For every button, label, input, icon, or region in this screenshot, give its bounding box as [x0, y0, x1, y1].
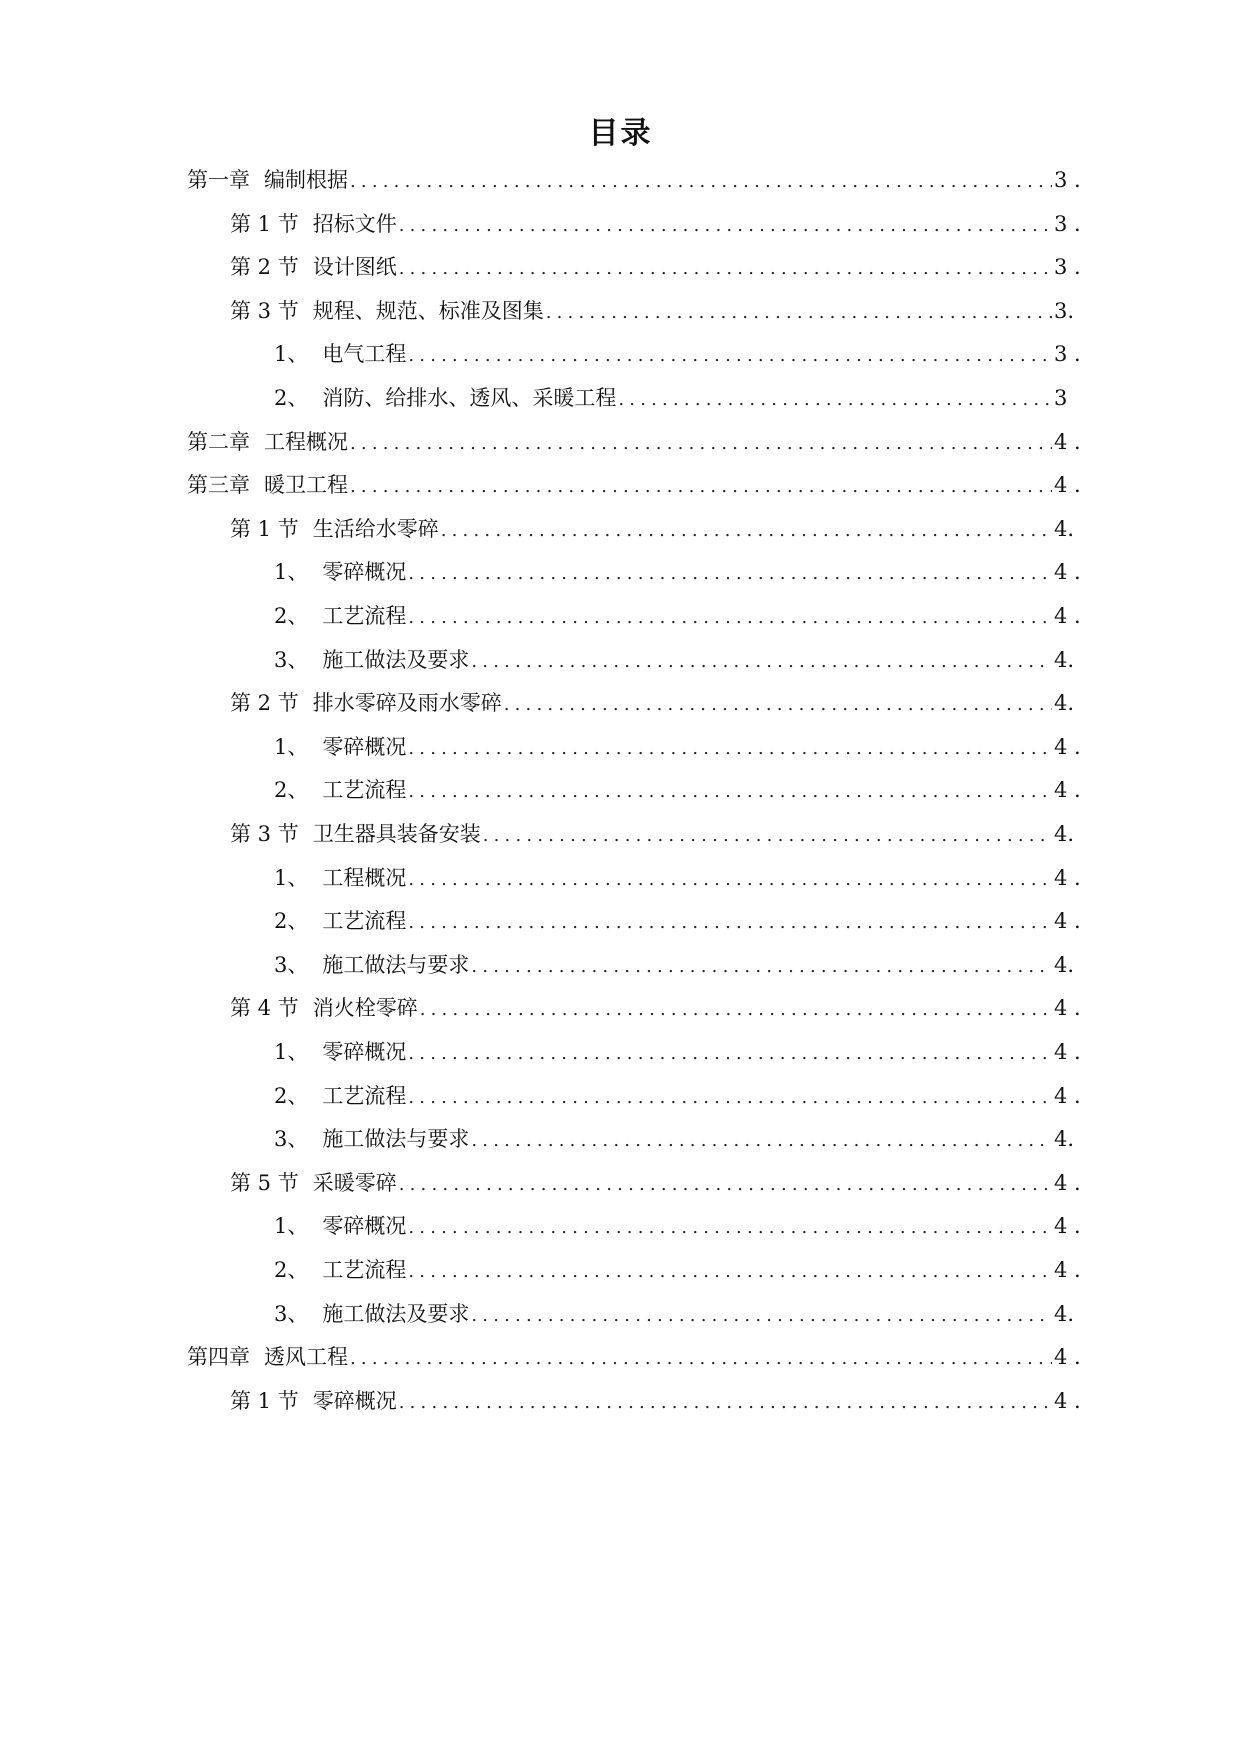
toc-leader-dots — [471, 1130, 1052, 1151]
toc-leader-dots — [483, 825, 1052, 846]
toc-entry-text: 工艺流程 — [322, 604, 407, 628]
toc-entry-page: 4 . — [1054, 473, 1081, 498]
toc-leader-dots — [471, 1305, 1052, 1326]
toc-entry-number: 1、 — [274, 1214, 309, 1239]
toc-entry-text: 零碎概况 — [322, 734, 407, 759]
toc-leader-dots — [408, 781, 1052, 802]
toc-entry-text: 透风工程 — [264, 1345, 348, 1370]
toc-entry-number: 第二章 — [187, 429, 250, 454]
toc-leader-dots — [546, 302, 1052, 323]
toc-entry-page: 4 . — [1054, 909, 1081, 934]
toc-entry-page: 4 . — [1054, 560, 1081, 585]
toc-entry[interactable] — [274, 731, 1081, 761]
toc-leader-dots — [471, 651, 1052, 672]
toc-leader-dots — [408, 738, 1052, 759]
toc-entry-text: 施工做法与要求 — [322, 1127, 470, 1152]
toc-entry[interactable] — [274, 1080, 1081, 1110]
toc-entry-page: 4. — [1054, 822, 1075, 846]
toc-entry-page: 3 . — [1054, 168, 1081, 192]
toc-entry-label — [230, 208, 397, 238]
toc-entry-page: 3 — [1054, 386, 1068, 410]
toc-leader-dots — [399, 258, 1052, 279]
toc-entry-page: 4 . — [1054, 604, 1081, 628]
toc-entry[interactable] — [274, 338, 1081, 368]
toc-entry-number: 1、 — [274, 560, 309, 585]
toc-entry-text: 施工做法及要求 — [322, 647, 470, 672]
toc-entry-label — [274, 1254, 406, 1284]
toc-entry-label — [274, 862, 406, 892]
toc-entry-label — [230, 513, 439, 543]
toc-entry[interactable] — [187, 164, 1081, 194]
toc-entry-label — [230, 992, 418, 1022]
toc-entry-label — [274, 949, 469, 979]
toc-entry-page: 3 . — [1054, 342, 1081, 367]
toc-entry-text: 施工做法与要求 — [322, 952, 470, 977]
toc-entry[interactable] — [274, 774, 1081, 804]
toc-entry[interactable] — [274, 600, 1081, 630]
toc-entry-label — [274, 1123, 469, 1153]
toc-entry-text: 暖卫工程 — [264, 473, 348, 498]
toc-leader-dots — [618, 389, 1052, 410]
toc-leader-dots — [350, 476, 1052, 497]
toc-entry[interactable] — [274, 556, 1081, 586]
toc-entry-text: 施工做法及要求 — [322, 1301, 470, 1326]
toc-leader-dots — [408, 1261, 1052, 1282]
toc-entry-text: 消火栓零碎 — [312, 996, 418, 1021]
toc-entry[interactable] — [230, 251, 1081, 281]
toc-entry[interactable] — [187, 1341, 1081, 1371]
toc-entry-number: 第一章 — [187, 168, 250, 192]
toc-leader-dots — [408, 912, 1052, 933]
toc-entry[interactable] — [187, 426, 1081, 456]
toc-entry[interactable] — [274, 1298, 1078, 1328]
toc-entry-number: 3、 — [274, 952, 309, 977]
toc-leader-dots — [408, 1043, 1052, 1064]
toc-leader-dots — [399, 215, 1052, 236]
toc-entry-page: 3 . — [1054, 211, 1081, 236]
toc-entry-label — [274, 774, 406, 804]
toc-entry-number: 3、 — [274, 1127, 309, 1152]
toc-entry[interactable] — [274, 1123, 1078, 1153]
toc-entry-text: 编制根据 — [264, 168, 348, 192]
toc-entry[interactable] — [274, 644, 1078, 674]
toc-entry-number: 2、 — [274, 909, 309, 934]
toc-entry-label — [187, 1341, 348, 1371]
toc-entry-label — [274, 1298, 469, 1328]
toc-entry-text: 工艺流程 — [322, 1258, 407, 1282]
toc-entry-page: 3. — [1054, 298, 1075, 323]
toc-entry-label — [274, 382, 616, 412]
toc-entry[interactable] — [274, 1254, 1081, 1284]
toc-leader-dots — [350, 1348, 1052, 1369]
toc-entry-label — [187, 164, 348, 194]
toc-entry-text: 规程、规范、标准及图集 — [312, 298, 544, 323]
toc-entry-text: 招标文件 — [312, 211, 397, 236]
toc-entry-label — [187, 469, 348, 499]
toc-entry-text: 工程概况 — [322, 865, 407, 890]
toc-entry-number: 2、 — [274, 604, 309, 628]
toc-entry-text: 工程概况 — [264, 429, 348, 454]
toc-entry-text: 零碎概况 — [322, 1214, 407, 1239]
toc-entry-label — [187, 426, 348, 456]
toc-entry-page: 4. — [1054, 516, 1075, 541]
toc-entry-page: 3 . — [1054, 255, 1081, 280]
toc-entry-page: 4. — [1054, 1301, 1075, 1326]
toc-entry[interactable] — [274, 949, 1078, 979]
toc-entry-number: 第 5 节 — [230, 1170, 299, 1195]
toc-entry-number: 2、 — [274, 1083, 309, 1108]
toc-entry-text: 排水零碎及雨水零碎 — [312, 691, 502, 716]
toc-entry-number: 第四章 — [187, 1345, 250, 1370]
toc-leader-dots — [408, 563, 1052, 584]
toc-leader-dots — [350, 433, 1052, 454]
toc-entry-text: 采暖零碎 — [312, 1170, 397, 1195]
toc-entry-text: 工艺流程 — [322, 909, 407, 934]
toc-entry-label — [274, 1036, 406, 1066]
toc-entry-text: 工艺流程 — [322, 1083, 407, 1108]
toc-entry[interactable] — [274, 382, 1078, 412]
toc-entry-page: 4 . — [1054, 429, 1081, 454]
toc-entry-number: 第三章 — [187, 473, 250, 498]
toc-title: 目录 — [588, 116, 653, 151]
toc-entry[interactable] — [230, 208, 1081, 238]
toc-leader-dots — [408, 1087, 1052, 1108]
toc-entry-number: 1、 — [274, 1040, 309, 1064]
toc-entry-page: 4 . — [1054, 865, 1081, 890]
toc-entry-page: 4 . — [1054, 1083, 1081, 1108]
toc-entry-number: 2、 — [274, 386, 309, 410]
toc-entry-text: 生活给水零碎 — [312, 516, 439, 541]
toc-leader-dots — [399, 1174, 1052, 1195]
toc-entry-page: 4. — [1054, 952, 1075, 977]
toc-entry-label — [230, 295, 544, 325]
toc-entry-label — [274, 644, 469, 674]
toc-leader-dots — [399, 1392, 1052, 1413]
toc-leader-dots — [471, 956, 1052, 977]
toc-entry[interactable] — [274, 905, 1081, 935]
toc-entry[interactable] — [274, 862, 1081, 892]
toc-entry-page: 4 . — [1054, 996, 1081, 1021]
toc-entry-number: 第 2 节 — [230, 255, 299, 280]
toc-entry-text: 工艺流程 — [322, 778, 407, 803]
toc-entry-label — [230, 818, 481, 848]
toc-entry-number: 第 1 节 — [230, 1388, 299, 1413]
toc-entry-text: 零碎概况 — [312, 1388, 397, 1413]
toc-entry[interactable] — [230, 513, 1078, 543]
toc-entry[interactable] — [230, 1167, 1081, 1197]
toc-entry-page: 4 . — [1054, 1388, 1081, 1413]
toc-entry-text: 电气工程 — [322, 342, 407, 367]
toc-leader-dots — [408, 607, 1052, 628]
toc-entry-page: 4 . — [1054, 734, 1081, 759]
toc-entry-number: 3、 — [274, 647, 309, 672]
toc-entry-number: 2、 — [274, 778, 309, 803]
toc-leader-dots — [408, 869, 1052, 890]
toc-entry-text: 零碎概况 — [322, 560, 407, 585]
toc-entry-page: 4. — [1054, 691, 1075, 716]
toc-entry-number: 1、 — [274, 734, 309, 759]
toc-entry-label — [230, 251, 397, 281]
toc-entry-page: 4 . — [1054, 1258, 1081, 1282]
toc-entry-label — [274, 1080, 406, 1110]
toc-entry-number: 第 1 节 — [230, 211, 299, 236]
toc-entry-page: 4. — [1054, 1127, 1075, 1152]
toc-entry-page: 4 . — [1054, 1214, 1081, 1239]
toc-leader-dots — [420, 999, 1052, 1020]
toc-entry[interactable] — [230, 295, 1078, 325]
toc-entry-label — [274, 600, 406, 630]
toc-entry-label — [230, 1167, 397, 1197]
toc-entry-label — [274, 905, 406, 935]
toc-entry-number: 2、 — [274, 1258, 309, 1282]
toc-entry-label — [230, 1385, 397, 1415]
toc-entry[interactable] — [230, 687, 1078, 717]
toc-entry-number: 1、 — [274, 865, 309, 890]
toc-entry[interactable] — [230, 992, 1081, 1022]
toc-entry-number: 1、 — [274, 342, 309, 367]
toc-entry[interactable] — [230, 1385, 1081, 1415]
toc-entry-number: 第 3 节 — [230, 822, 299, 846]
toc-entry[interactable] — [274, 1036, 1081, 1066]
toc-entry[interactable] — [230, 818, 1078, 848]
toc-entry-number: 第 1 节 — [230, 516, 299, 541]
toc-entry-label — [274, 338, 406, 368]
toc-entry-text: 零碎概况 — [322, 1040, 407, 1064]
toc-entry-label — [230, 687, 502, 717]
toc-leader-dots — [408, 1217, 1052, 1238]
toc-entry[interactable] — [274, 1210, 1081, 1240]
toc-leader-dots — [504, 694, 1052, 715]
toc-entry-text: 卫生器具装备安装 — [312, 822, 481, 846]
toc-entry-text: 消防、给排水、透风、采暖工程 — [322, 386, 617, 410]
toc-entry-label — [274, 1210, 406, 1240]
toc-leader-dots — [441, 520, 1052, 541]
toc-entry-number: 第 3 节 — [230, 298, 299, 323]
toc-entry-label — [274, 556, 406, 586]
toc-entry[interactable] — [187, 469, 1081, 499]
toc-entry-number: 第 2 节 — [230, 691, 299, 716]
toc-entry-page: 4 . — [1054, 778, 1081, 803]
toc-leader-dots — [350, 171, 1052, 192]
toc-entry-number: 第 4 节 — [230, 996, 299, 1021]
toc-entry-text: 设计图纸 — [312, 255, 397, 280]
toc-entry-page: 4 . — [1054, 1040, 1081, 1064]
toc-entry-page: 4. — [1054, 647, 1075, 672]
toc-entry-label — [274, 731, 406, 761]
toc-entry-page: 4 . — [1054, 1345, 1081, 1370]
toc-leader-dots — [408, 345, 1052, 366]
toc-entry-number: 3、 — [274, 1301, 309, 1326]
toc-entry-page: 4 . — [1054, 1170, 1081, 1195]
